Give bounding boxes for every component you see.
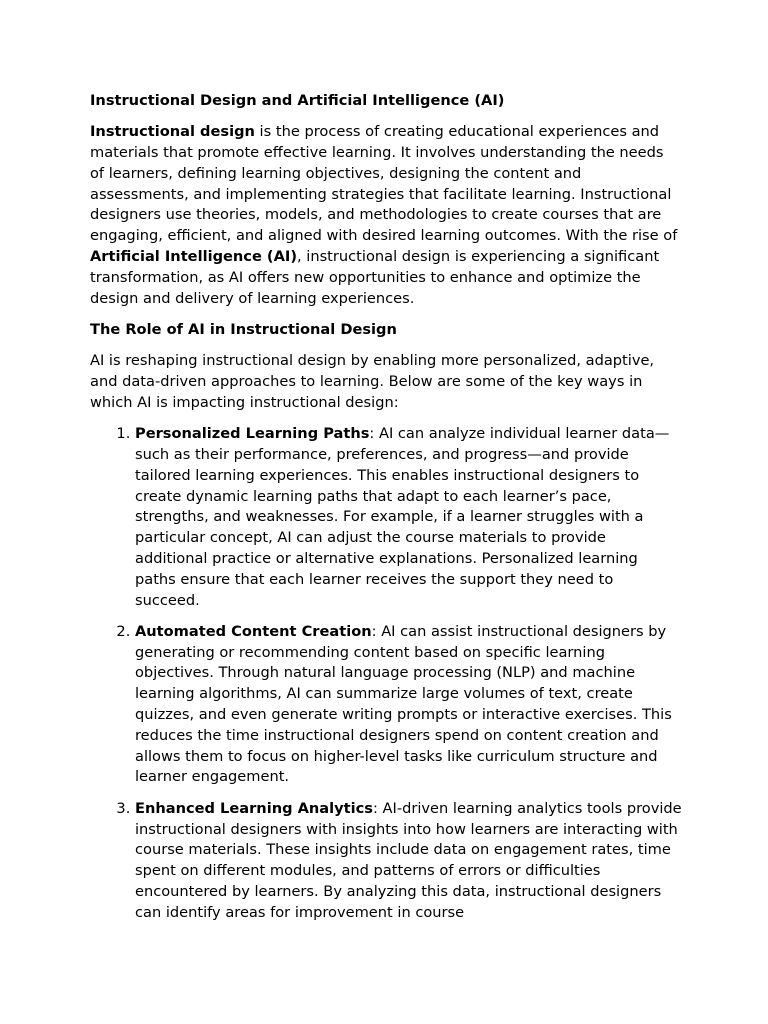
- intro-paragraph: [90, 122, 682, 309]
- list-item-term: Personalized Learning Paths: [135, 425, 370, 443]
- list-item-text: : AI can analyze individual learner data—such as their performance, preferences, and progress—and provide tailored learning experiences. This enables instructional designers to create dynamic learning paths that adapt to each learner’s pace, strengths, and weaknesses. For example, if a learner struggles with a particular concept, AI can adjust the course materials to provide additional practice or alternative explanations. Personalized learning paths ensure that each learner receives the support they need to succeed.: [135, 425, 670, 609]
- section-intro-paragraph: AI is reshaping instructional design by enabling more personalized, adaptive, and data-driven approaches to learning. Below are some of the key ways in which AI is impacting instructional design:: [90, 352, 655, 411]
- list-item: [135, 799, 682, 924]
- key-ways-list: [90, 424, 682, 923]
- intro-term: Instructional design: [90, 123, 255, 141]
- intro-text-1: is the process of creating educational experiences and materials that promote effective learning. It involves understanding the needs of learners, defining learning objectives, designing the content and assessments, and implementing strategies that facilitate learning. Instructional designers use theories, models, and methodologies to create courses that are engaging, efficient, and aligned with desired learning outcomes. With the rise of: [90, 123, 678, 245]
- list-item-term: Enhanced Learning Analytics: [135, 799, 373, 817]
- list-item-text: : AI can assist instructional designers by generating or recommending content based on specific learning objectives. Through natural language processing (NLP) and machine learning algorithms, AI can summarize large volumes of text, create quizzes, and even generate writing prompts or interactive exercises. This reduces the time instructional designers spend on content creation and allows them to focus on higher-level tasks like curriculum structure and learner engagement.: [135, 622, 672, 786]
- list-item-term: Automated Content Creation: [135, 622, 372, 640]
- section-heading: The Role of AI in Instructional Design: [90, 320, 397, 338]
- list-item: [135, 424, 682, 611]
- intro-text-2: , instructional design is experiencing a significant transformation, as AI offers new opportunities to enhance and optimize the design and delivery of learning experiences.: [90, 248, 660, 307]
- document-title: Instructional Design and Artificial Intelligence (AI): [90, 92, 505, 109]
- list-item-text: : AI-driven learning analytics tools provide instructional designers with insights into how learners are interacting with course materials. These insights include data on engagement rates, time spent on different modules, and patterns of errors or difficulties encountered by learners. By analyzing this data, instructional designers can identify areas for improvement in course: [135, 799, 682, 921]
- list-item: [135, 622, 682, 788]
- document-body: [90, 91, 682, 934]
- ai-term: Artificial Intelligence (AI): [90, 248, 297, 266]
